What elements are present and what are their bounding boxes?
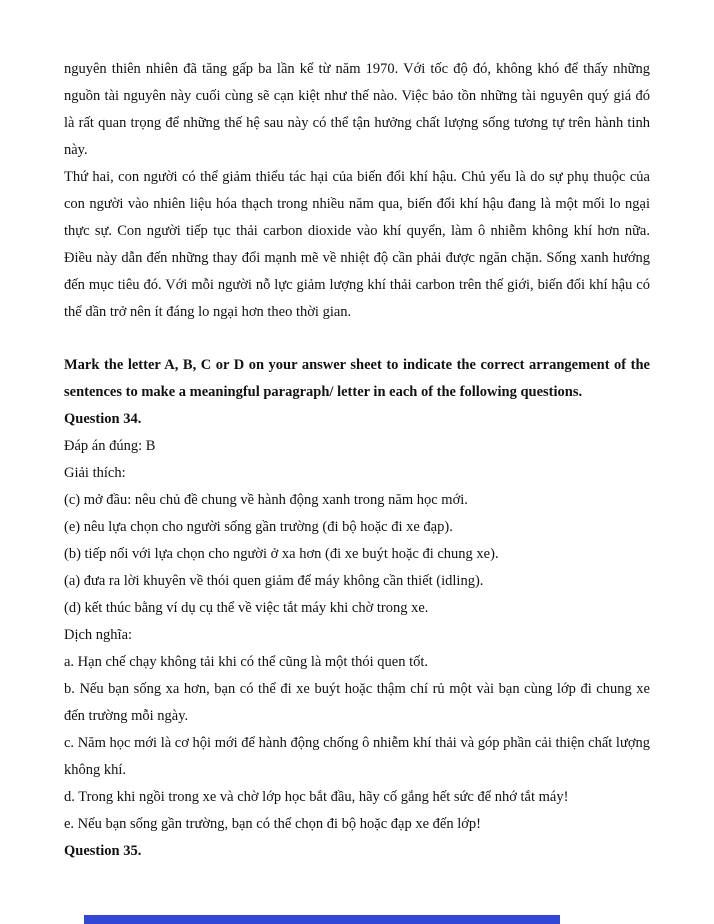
instruction-text: Mark the letter A, B, C or D on your answer sheet to indicate the correct arrangement of the sentences to make a meaningful paragraph/ letter in each of the following questions. (64, 357, 650, 400)
explanation-heading: Giải thích: (64, 465, 126, 481)
translation-item-a: a. Hạn chế chạy không tải khi có thể cũng là một thói quen tốt. (64, 654, 429, 670)
translation-item-d: d. Trong khi ngồi trong xe và chờ lớp học bắt đầu, hãy cố gắng hết sức để nhớ tắt máy! (64, 789, 569, 805)
translation-heading: Dịch nghĩa: (64, 627, 133, 643)
explanation-item-d: (d) kết thúc bằng ví dụ cụ thể về việc tắt máy khi chờ trong xe. (64, 600, 429, 616)
paragraph-climate: Thứ hai, con người có thể giảm thiểu tác hại của biến đổi khí hậu. Chủ yếu là do sự phụ thuộc của con người vào nhiên liệu hóa thạch trong nhiều năm qua, biến đổi khí hậu đang là một mối lo ngại thực sự. Con người tiếp tục thải carbon dioxide vào khí quyển, làm ô nhiễm không khí hơn nữa. Điều này dẫn đến những thay đổi mạnh mẽ về nhiệt độ cần phải được ngăn chặn. Sống xanh hướng đến mục tiêu đó. Với mỗi người nỗ lực giảm lượng khí thải carbon trên thế giới, biến đổi khí hậu có thể dần trở nên ít đáng lo ngại hơn theo thời gian. (64, 169, 650, 320)
document-body (64, 56, 650, 865)
question-35-heading: Question 35. (64, 843, 142, 859)
translation-item-c: c. Năm học mới là cơ hội mới để hành động chống ô nhiễm khí thải và góp phần cải thiện chất lượng không khí. (64, 735, 650, 778)
paragraph-resources: nguyên thiên nhiên đã tăng gấp ba lần kể từ năm 1970. Với tốc độ đó, không khó để thấy những nguồn tài nguyên này cuối cùng sẽ cạn kiệt như thế nào. Việc bảo tồn những tài nguyên quý giá đó là rất quan trọng để những thế hệ sau này có thể tận hưởng chất lượng sống tương tự trên hành tinh này. (64, 61, 650, 158)
explanation-item-b: (b) tiếp nối với lựa chọn cho người ở xa hơn (đi xe buýt hoặc đi chung xe). (64, 546, 499, 562)
explanation-item-e: (e) nêu lựa chọn cho người sống gần trường (đi bộ hoặc đi xe đạp). (64, 519, 453, 535)
translation-item-b: b. Nếu bạn sống xa hơn, bạn có thể đi xe buýt hoặc thậm chí rủ một vài bạn cùng lớp đi chung xe đến trường mỗi ngày. (64, 681, 650, 724)
answer-line: Đáp án đúng: B (64, 438, 156, 454)
page-footer-highlight-bar (84, 915, 560, 924)
question-34-heading: Question 34. (64, 411, 142, 427)
explanation-item-a: (a) đưa ra lời khuyên về thói quen giảm để máy không cần thiết (idling). (64, 573, 484, 589)
translation-item-e: e. Nếu bạn sống gần trường, bạn có thể chọn đi bộ hoặc đạp xe đến lớp! (64, 816, 481, 832)
explanation-item-c: (c) mở đầu: nêu chủ đề chung về hành động xanh trong năm học mới. (64, 492, 468, 508)
